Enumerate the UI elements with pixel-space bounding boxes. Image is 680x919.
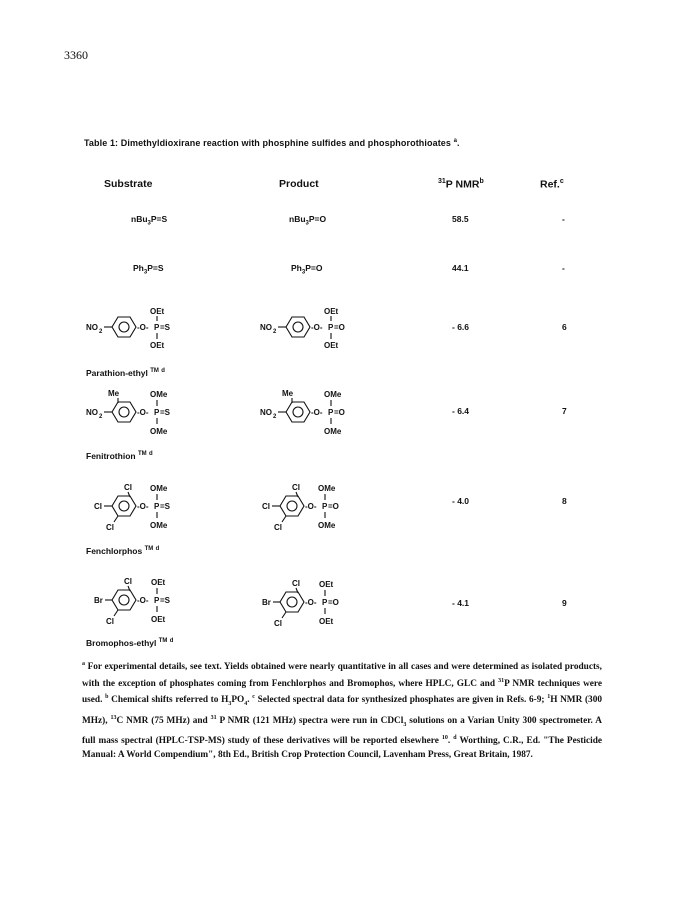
ester-link: -O- xyxy=(137,408,149,417)
ref-value: 6 xyxy=(562,322,567,332)
phosphoryl-oxygen: =O xyxy=(334,323,345,332)
compound-name: Fenchlorphos xyxy=(86,546,143,556)
footnote-c-mark: c xyxy=(252,694,255,701)
chloro-group: Cl xyxy=(124,483,132,492)
reference-sup: 10 xyxy=(441,735,448,742)
footnote-b-text: Chemical shifts referred to H xyxy=(111,695,229,706)
footnote-a-mark: a xyxy=(82,661,85,667)
phosphorus: P xyxy=(154,502,160,511)
ester-link: -O- xyxy=(305,598,317,607)
name-fenchlorphos xyxy=(86,546,159,556)
page-number: 3360 xyxy=(64,48,88,62)
ethoxy-group: OEt xyxy=(319,617,334,626)
formula-sub: 3 xyxy=(143,269,148,276)
isotope-sup: 1 xyxy=(547,694,551,701)
ethoxy-group: OEt xyxy=(150,307,165,316)
subscript: 2 xyxy=(273,414,277,420)
formula-part: Ph xyxy=(291,263,302,273)
subscript: 2 xyxy=(99,329,103,335)
product-ph3po xyxy=(291,263,322,276)
footnote-a-text-end: P NMR techniques were used. xyxy=(82,678,603,706)
phosphoryl-oxygen: =O xyxy=(328,598,339,607)
ethoxy-group: OEt xyxy=(324,307,339,316)
phosphorus: P xyxy=(322,598,328,607)
no2-group: NO xyxy=(86,323,98,332)
formula-part: P=S xyxy=(147,263,164,273)
bromo-group: Br xyxy=(262,598,271,607)
table-caption xyxy=(84,138,460,148)
formula-sub: 4 xyxy=(244,701,248,708)
note-mark: d xyxy=(161,368,165,375)
ref-value: 8 xyxy=(562,496,567,506)
ref-value: - xyxy=(562,214,565,224)
chloro-group: Cl xyxy=(274,619,282,628)
formula-sub: 3 xyxy=(403,721,407,728)
no2-group: NO xyxy=(260,323,272,332)
note-mark: d xyxy=(169,638,174,645)
formula-sub: 3 xyxy=(301,269,306,276)
formula-end: . xyxy=(247,695,250,706)
note-mark: d xyxy=(149,451,153,458)
nmr-value: - 4.1 xyxy=(452,598,470,608)
ref-value: 9 xyxy=(562,598,567,608)
no2-group: NO xyxy=(86,408,98,417)
footnote-c-text: solutions on a Varian Unity 300 spectrometer. A full mass spectral (HPLC-TSP-MS) study of these derivatives will be reported elsewhere xyxy=(82,716,602,747)
trademark: TM xyxy=(137,451,147,458)
subscript: 2 xyxy=(273,329,277,335)
caption-label: Table 1: xyxy=(84,138,119,148)
structure-fenitrooxon xyxy=(260,384,370,451)
footnote-d-mark: d xyxy=(453,735,457,742)
ester-link: -O- xyxy=(137,323,149,332)
ethoxy-group: OEt xyxy=(151,615,166,624)
footnote-a-text: For experimental details, see text. Yields obtained were nearly quantitative in all cases and were determined as isolated products, with the exception of phosphates coming from Fenchlorphos and Bromophos, where HPLC, GLC and xyxy=(82,662,602,689)
ethoxy-group: OEt xyxy=(151,578,166,587)
thiono-sulfur: =S xyxy=(160,596,171,605)
phosphoryl-oxygen: =O xyxy=(334,408,345,417)
structure-bromophos-ethyl xyxy=(94,572,204,639)
formula-part: P=S xyxy=(150,214,168,224)
structure-fenchlorphos xyxy=(94,478,204,545)
methoxy-group: OMe xyxy=(150,427,168,436)
nmr-note: b xyxy=(479,178,484,185)
thiono-sulfur: =S xyxy=(160,502,171,511)
nmr-value: - 6.4 xyxy=(452,406,470,416)
structure-paraoxon-ethyl xyxy=(260,302,370,367)
caption-note-mark: a xyxy=(453,138,458,144)
name-parathion-ethyl xyxy=(86,368,165,378)
footnote-c-end: . xyxy=(447,736,451,747)
structure-fenitrothion xyxy=(86,384,196,451)
ester-link: -O- xyxy=(311,408,323,417)
structure-fenchlorphos-oxon xyxy=(262,478,372,545)
phosphorus: P xyxy=(154,408,160,417)
ref-value: 7 xyxy=(562,406,567,416)
name-bromophos-ethyl xyxy=(86,638,173,648)
thiono-sulfur: =S xyxy=(160,408,171,417)
footnote-c-text: P NMR (121 MHz) spectra were run in CDCl xyxy=(219,716,404,727)
caption-end: . xyxy=(457,138,460,148)
formula-sub: 3 xyxy=(228,701,232,708)
product-nbu3po xyxy=(289,214,326,227)
formula-part: P=O xyxy=(305,263,323,273)
ester-link: -O- xyxy=(305,502,317,511)
ester-link: -O- xyxy=(311,323,323,332)
header-substrate: Substrate xyxy=(104,178,153,190)
chloro-group: Cl xyxy=(292,483,300,492)
trademark: TM xyxy=(150,368,159,375)
methyl-group: Me xyxy=(282,389,294,398)
ester-link: -O- xyxy=(137,596,149,605)
formula-part: nBu xyxy=(131,214,148,224)
isotope-sup: 13 xyxy=(110,714,117,721)
footnote-c-text: C NMR (75 MHz) and xyxy=(116,716,208,727)
methoxy-group: OMe xyxy=(324,390,342,399)
substrate-ph3ps xyxy=(133,263,164,276)
formula-sub: 3 xyxy=(305,220,309,227)
phosphorus: P xyxy=(328,323,334,332)
nmr-isotope: 31 xyxy=(438,178,446,185)
phosphoryl-oxygen: =O xyxy=(328,502,339,511)
structure-bromophos-ethyl-oxon xyxy=(262,574,372,641)
chloro-group: Cl xyxy=(124,577,132,586)
footnote-d-text: Worthing, C.R., Ed. "The Pesticide Manual: A World Compendium", 8th Ed., British Crop Protection Council, Lavenham Press, Great Britain, 1987. xyxy=(82,736,603,761)
structure-parathion-ethyl xyxy=(86,302,196,367)
formula-sub: 3 xyxy=(147,220,151,227)
name-fenitrothion xyxy=(86,451,153,461)
nmr-value: - 6.6 xyxy=(452,322,470,332)
methoxy-group: OMe xyxy=(324,427,342,436)
chloro-group: Cl xyxy=(94,502,102,511)
header-nmr xyxy=(438,178,484,191)
methyl-group: Me xyxy=(108,389,120,398)
footnote-c-text: H NMR (300 MHz), xyxy=(82,695,603,727)
methoxy-group: OMe xyxy=(150,521,168,530)
phosphorus: P xyxy=(328,408,334,417)
methoxy-group: OMe xyxy=(150,390,168,399)
trademark: TM xyxy=(144,546,154,553)
ref-note: c xyxy=(559,178,564,185)
footnote-c-text: Selected spectral data for synthesized phosphates are given in Refs. 6-9; xyxy=(257,695,545,706)
chloro-group: Cl xyxy=(292,579,300,588)
methoxy-group: OMe xyxy=(318,521,336,530)
methoxy-group: OMe xyxy=(318,484,336,493)
ref-label: Ref. xyxy=(540,178,560,191)
chloro-group: Cl xyxy=(106,617,114,626)
phosphorus: P xyxy=(322,502,328,511)
isotope-sup: 31 xyxy=(210,714,217,721)
isotope-sup: 31 xyxy=(498,677,505,684)
substrate-nbu3ps xyxy=(131,214,167,227)
no2-group: NO xyxy=(260,408,272,417)
table-footnotes xyxy=(82,658,602,763)
ester-link: -O- xyxy=(137,502,149,511)
chloro-group: Cl xyxy=(262,502,270,511)
phosphorus: P xyxy=(154,323,160,332)
compound-name: Bromophos-ethyl xyxy=(86,638,157,648)
nmr-value: - 4.0 xyxy=(452,496,470,506)
phosphorus: P xyxy=(154,596,160,605)
formula-part: PO xyxy=(231,695,245,706)
ethoxy-group: OEt xyxy=(150,341,165,350)
formula-part: Ph xyxy=(133,263,144,273)
chloro-group: Cl xyxy=(274,523,282,532)
footnote-b-mark: b xyxy=(105,694,109,701)
caption-text: Dimethyldioxirane reaction with phosphine sulfides and phosphorothioates xyxy=(120,138,451,148)
header-product: Product xyxy=(279,178,319,190)
compound-name: Fenitrothion xyxy=(86,451,136,461)
ref-value: - xyxy=(562,263,565,273)
thiono-sulfur: =S xyxy=(160,323,171,332)
subscript: 2 xyxy=(99,414,103,420)
formula-part: P=O xyxy=(308,214,327,224)
methoxy-group: OMe xyxy=(150,484,168,493)
trademark: TM xyxy=(158,638,168,645)
ethoxy-group: OEt xyxy=(324,341,339,350)
note-mark: d xyxy=(155,546,160,553)
nmr-value: 44.1 xyxy=(452,263,469,273)
nmr-label: P NMR xyxy=(445,178,480,191)
ethoxy-group: OEt xyxy=(319,580,334,589)
header-ref xyxy=(540,178,564,191)
formula-part: nBu xyxy=(289,214,306,224)
chloro-group: Cl xyxy=(106,523,114,532)
nmr-value: 58.5 xyxy=(452,214,469,224)
compound-name: Parathion-ethyl xyxy=(86,368,148,378)
bromo-group: Br xyxy=(94,596,103,605)
